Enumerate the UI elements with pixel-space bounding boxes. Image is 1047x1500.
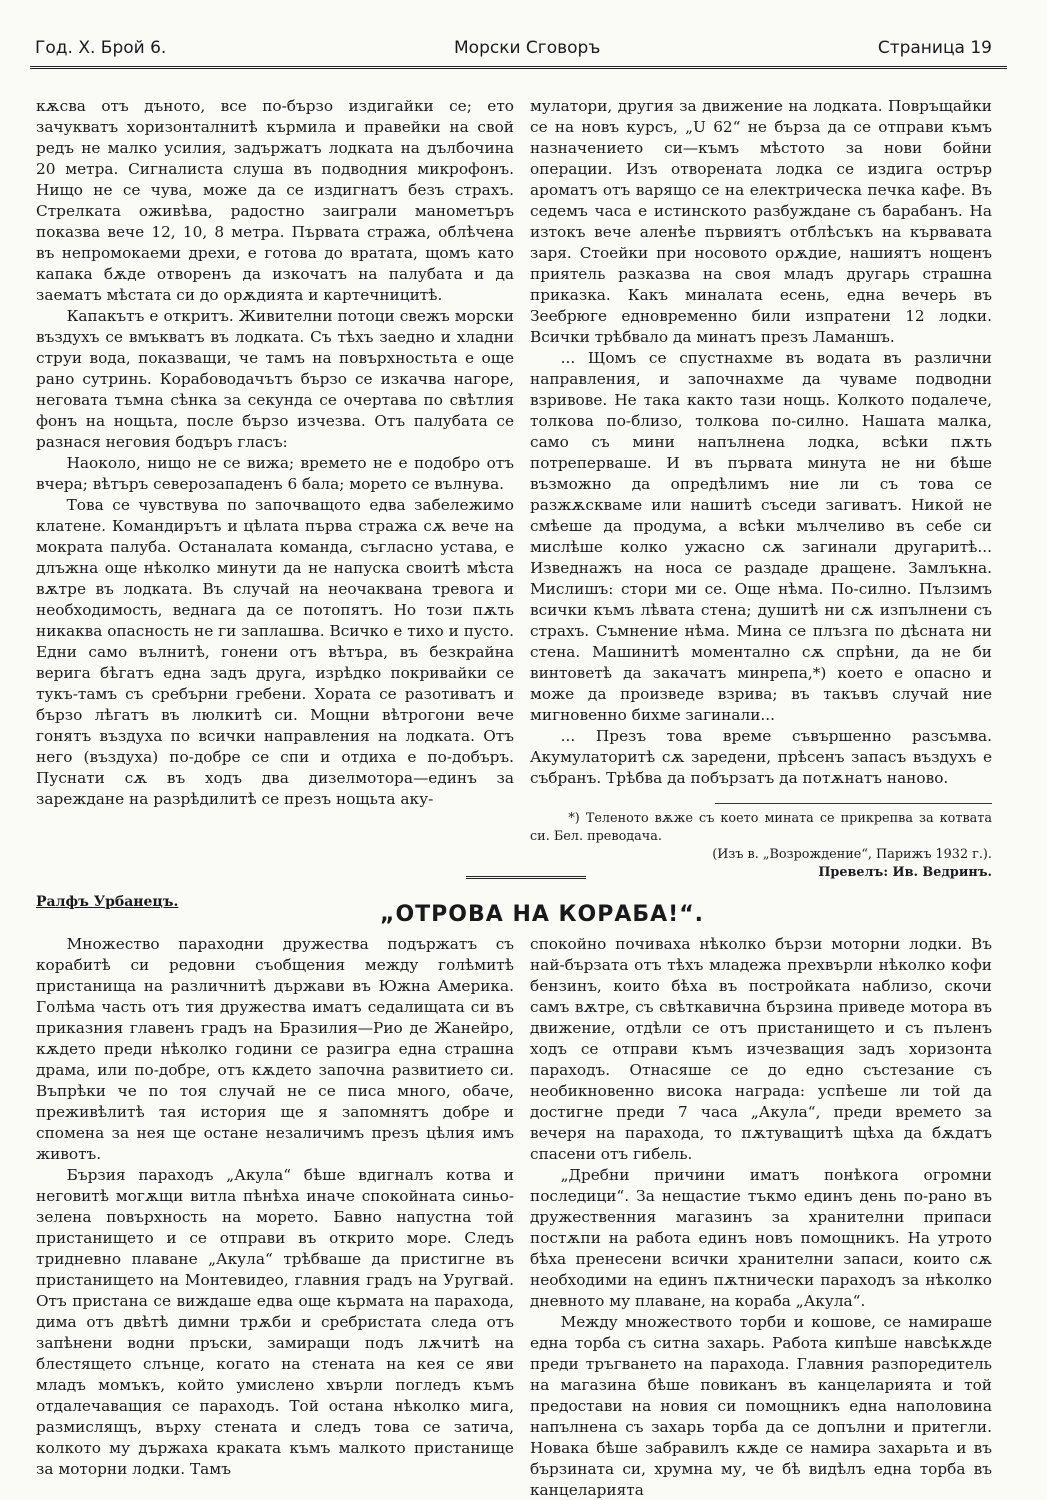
column-top-left — [36, 96, 514, 810]
paragraph: Множество параходни дружества подържатъ съ корабитѣ си редовни съобщения между голѣмитѣ пристанища на различнитѣ държави въ Южна Америка. Голѣма часть отъ тия дружества иматъ седалищата си въ приказния главенъ градъ на Бразилия—Рио де Жанейро, кѫдето преди нѣколко години се разигра една страшна драма, или по-добре, отъ кѫдето започна развитието си. Въпрѣки че по тоя случай не се писа много, обаче, преживѣлитѣ тая история ще я запомнятъ добре и спомена за нея ще остане незаличимъ презъ цѣлия имъ животъ. — [36, 935, 514, 1163]
column-bottom-right — [530, 934, 992, 1500]
paragraph: мулатори, другия за движение на лодката. Повръщайки се на новъ курсъ, „U 62“ не бърза да се отправи къмъ назначението си—къмъ мѣстото за нови бойни операции. Изъ отворената лодка се издига острър ароматъ отъ варящо се на електрическа печка кафе. Въ седемъ часа е истинското разбуждане съ барабанъ. На изтокъ вече аленѣе първиятъ отблѣсъкъ на кървавата заря. Стоейки при носовото орѫдие, нашиятъ нощенъ приятель разказва на своя младъ другарь страшна приказка. Какъ миналата есень, една вечерь въ Зеебрюге едновременно били изпратени 12 лодки. Всички трѣбвало да минатъ презъ Ламаншъ. — [530, 97, 992, 346]
article-title: „ОТРОВА НА КОРАБА!“. — [380, 902, 705, 927]
source-line: (Изъ в. „Возрождение“, Парижъ 1932 г.). — [712, 847, 992, 862]
page-number: Страница 19 — [877, 38, 992, 58]
paragraph: Това се чувствува по започващото едва забележимо клатене. Командирътъ и цѣлата първа стража сѫ вече на мократа палуба. Останалата команда, съгласно устава, е длъжна още нѣколко минути да не напуска своитѣ мѣста вѫтре въ лодката. Въ случай на неочаквана тревога и необходимость, веднага да се потопятъ. Но този пѫть никаква опасность не ги заплашва. Всичко е тихо и пусто. Едни само вълнитѣ, гонени отъ вѣтъра, въ безкрайна верига бѣгатъ една задъ друга, изрѣдко покривайки се тукъ-тамъ съ сребърни гребени. Хората се разотиватъ и бързо лѣгатъ въ люлкитѣ си. Мощни вѣтрогони вече гонятъ въздуха по всички направления на лодката. Отъ него (въздуха) по-добре се спи и отдиха е по-добъръ. Пуснати сѫ въ ходъ два дизелмотора—единъ за зареждане на разрѣдилитѣ се презъ нощьта аку- — [36, 496, 514, 808]
paragraph: ... Презъ това време съвършенно разсъмва. Акумулаторитѣ сѫ заредени, прѣсенъ запасъ въздухъ е събранъ. Трѣбва да побързатъ да потѫнатъ наново. — [530, 727, 992, 787]
column-bottom-left — [36, 934, 514, 1480]
article-divider — [466, 876, 586, 879]
paragraph: Между множеството торби и кошове, се намираше една торба съ ситна захарь. Работа кипѣше навсѣкѫде преди тръгването на парахода. Главния разпоредитель на магазина бѣше повиканъ въ канцеларията и той предостави на новия си помощникъ една наполовина напълнена съ захарь торба да се допълни и притегли. Новака бѣше забравилъ кѫде се намира захарьта и въ бързината си, хрумна му, че бѣ видѣлъ една торба въ канцеларията — [530, 1313, 992, 1499]
paragraph: Капакътъ е откритъ. Живителни потоци свежъ морски въздухъ се вмъкватъ въ лодката. Съ тѣхъ заедно и хладни струи вода, показващи, че тамъ на повърхностьта е още рано сутринь. Корабоводачътъ бързо се изкачва нагоре, неговата тъмна сѣнка за секунда се очертава по свѣтлия фонъ на нощьта, после бързо изчезва. Отъ палубата се разнася неговия бодъръ гласъ: — [36, 307, 514, 451]
footnote-rule — [715, 803, 992, 804]
footnote-text: *) Теленото вѫже съ което мината се прикрепва за котвата си. Бел. преводача. — [530, 811, 992, 844]
article-author: Ралфъ Урбанецъ. — [36, 894, 179, 910]
paragraph: кѫсва отъ дъното, все по-бързо издигайки се; ето зачукватъ хоризонталнитѣ кърмила и правейки на свой редъ не малко усилия, задържатъ лодката на дълбочина 20 метра. Сигналиста слуша въ подводния микрофонъ. Нищо не се чува, може да се издигнатъ безъ страхъ. Стрелката оживѣва, радостно заиграли манометъръ показва вече 12, 10, 8 метра. Първата стража, облѣчена въ непромокаеми дрехи, е готова до вратата, щомъ като капака бѫде отворенъ да изкочатъ на палубата и да заематъ мѣстата си до орѫдията и картечницитѣ. — [36, 97, 514, 304]
column-top-right — [530, 96, 992, 882]
paragraph: Бързия параходъ „Акула“ бѣше вдигналъ котва и неговитѣ могѫщи витла пѣнѣха иначе спокойната синьо-зелена повърхность на морето. Бавно напустна той пристанището и се отправи въ открито море. Следъ тридневно плаване „Акула“ трѣбваше да пристигне въ пристанището на Монтевидео, главния градъ на Уругвай. Отъ пристана се виждаше едва още кърмата на парахода, дима отъ двѣтѣ димни трѫби и сребристата следа отъ запѣнени водни пръски, замиращи подъ лѫчитѣ на блестящето слънце, когато на стената на кея се яви младъ момъкъ, който умислено хвърли погледъ къмъ отдалечаващия се параходъ. Той остана нѣколко мига, размислящъ, върху стената и следъ това се затича, колкото му държаха краката къмъ малкото пристанище за моторни лодки. Тамъ — [36, 1166, 514, 1478]
paragraph: „Дребни причини иматъ понѣкога огромни последици“. За нещастие тъкмо единъ день по-рано въ дружественния магазинъ за хранителни припаси постѫпи на работа единъ новъ помощникъ. На утрото бѣха пренесени всички хранителни запаси, които сѫ необходими на единъ пѫтнически параходъ за нѣколко дневното му плаване, на кораба „Акула“. — [530, 1166, 992, 1310]
issue-info: Год. X. Брой 6. — [35, 38, 167, 58]
header-rule — [30, 66, 1007, 69]
footnote-block — [530, 803, 992, 882]
paragraph: спокойно почиваха нѣколко бързи моторни лодки. Въ най-бързата отъ тѣхъ младежа прехвърли нѣколко кофи бензинъ, които бѣха въ постройката наблизо, скочи самъ вѫтре, съ свѣткавична бързина приведе мотора въ движение, отдѣли се отъ пристанището и съ пъленъ ходъ се отправи къмъ изчезващия задъ хоризонта параходъ. Отнасяше се до едно състезание съ необикновенно висока награда: успѣеше ли той да достигне преди 7 часа „Акула“, преди времето за вечеря на парахода, то пѫтуващитѣ щѣха да бѫдатъ спасени отъ гибель. — [530, 935, 992, 1163]
magazine-title: Морски Сговоръ — [454, 38, 601, 58]
translator-line: Превелъ: Ив. Ведринъ. — [818, 865, 992, 880]
paragraph: Наоколо, нищо не се вижа; времето не е подобро отъ вчера; вѣтъръ северозападенъ 6 бала; морето се вълнува. — [36, 454, 514, 493]
paragraph: ... Щомъ се спустнахме въ водата въ различни направления, и започнахме да чуваме подводни взривове. Не така както тази нощь. Колкото подалече, толкова по-близо, толкова по-силно. Нашата малка, само съ мини напълнена лодка, всѣки пѫть потреперваше. И въ първата минута не ни бѣше възможно да опредѣлимъ ние ли съ това се разжѫскваме или нашитѣ съседи загиватъ. Никой не смѣеше да продума, а всѣки мълчеливо въ себе си мислѣше колко ужасно сѫ загинали другаритѣ... Изведнажъ на носа се раздаде дращене. Замлъкна. Мислишъ: стори ми се. Още нѣма. По-силно. Пълзимъ всички къмъ лѣвата стена; душитѣ ни сѫ изпълнени съ страхъ. Съмнение нѣма. Мина се плъзга по дѣсната ни стена. Машинитѣ моментално сѫ спрѣни, да не би винтоветѣ да закачатъ минрепа,*) което е опасно и може да произведе взрива; въ такъвъ случай ние мигновенно бихме загинали... — [530, 349, 992, 724]
